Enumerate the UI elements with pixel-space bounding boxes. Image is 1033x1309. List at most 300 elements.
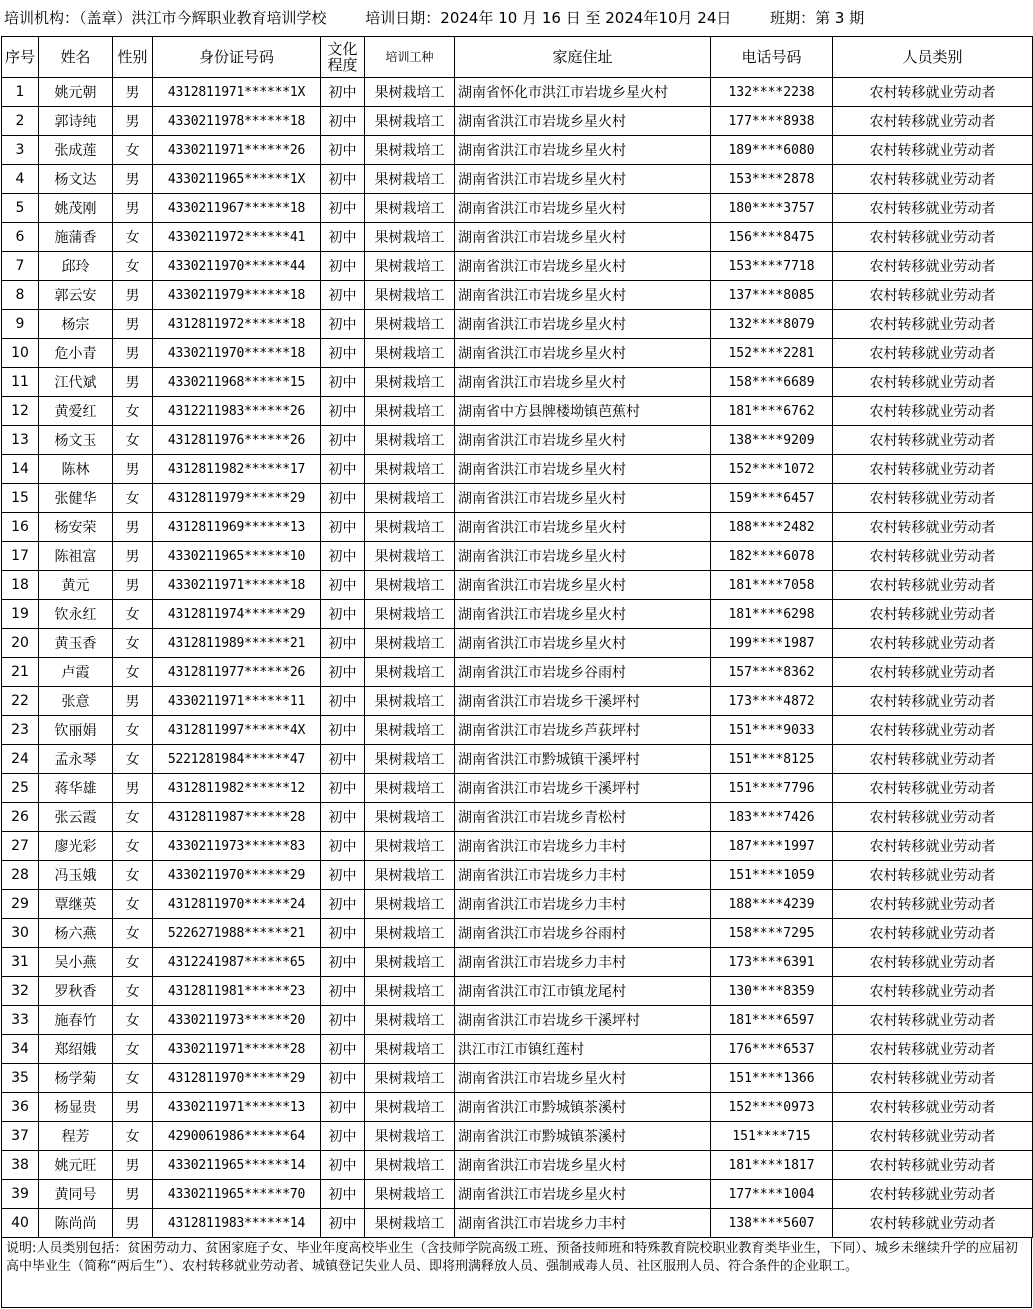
cell-phone: 151****8125 <box>711 745 833 774</box>
cell-trade: 果树栽培工 <box>365 310 455 339</box>
col-header-education: 文化程度 <box>321 37 365 78</box>
table-row <box>2 919 1033 948</box>
cell-index: 7 <box>2 252 39 281</box>
cell-address: 湖南省洪江市江市镇龙尾村 <box>455 977 711 1006</box>
cell-name: 郑绍娥 <box>39 1035 113 1064</box>
cell-phone: 151****7796 <box>711 774 833 803</box>
cell-address: 湖南省洪江市岩垅乡星火村 <box>455 571 711 600</box>
cell-gender: 女 <box>113 136 153 165</box>
cell-id: 4312811982******12 <box>153 774 321 803</box>
training-date: 培训日期：2024年 10 月 16 日 至 2024年10月 24日 <box>365 9 732 27</box>
table-row <box>2 1209 1033 1238</box>
cell-trade: 果树栽培工 <box>365 136 455 165</box>
cell-education: 初中 <box>321 397 365 426</box>
cell-address: 洪江市江市镇红莲村 <box>455 1035 711 1064</box>
cell-id: 4330211968******15 <box>153 368 321 397</box>
cell-education: 初中 <box>321 890 365 919</box>
cell-name: 陈祖富 <box>39 542 113 571</box>
cell-phone: 181****6298 <box>711 600 833 629</box>
cell-id: 5221281984******47 <box>153 745 321 774</box>
cell-index: 1 <box>2 78 39 107</box>
cell-phone: 173****4872 <box>711 687 833 716</box>
cell-name: 钦丽娟 <box>39 716 113 745</box>
cell-trade: 果树栽培工 <box>365 1209 455 1238</box>
cell-phone: 181****6597 <box>711 1006 833 1035</box>
cell-gender: 女 <box>113 861 153 890</box>
cell-id: 4312811970******24 <box>153 890 321 919</box>
cell-phone: 158****6689 <box>711 368 833 397</box>
cell-trade: 果树栽培工 <box>365 658 455 687</box>
cell-education: 初中 <box>321 252 365 281</box>
cell-phone: 151****1366 <box>711 1064 833 1093</box>
cell-phone: 158****7295 <box>711 919 833 948</box>
cell-index: 15 <box>2 484 39 513</box>
cell-category: 农村转移就业劳动者 <box>833 774 1033 803</box>
cell-category: 农村转移就业劳动者 <box>833 310 1033 339</box>
cell-name: 施蒲香 <box>39 223 113 252</box>
cell-trade: 果树栽培工 <box>365 542 455 571</box>
cell-index: 38 <box>2 1151 39 1180</box>
cell-id: 4330211971******11 <box>153 687 321 716</box>
cell-phone: 181****1817 <box>711 1151 833 1180</box>
cell-gender: 男 <box>113 542 153 571</box>
cell-index: 24 <box>2 745 39 774</box>
cell-address: 湖南省洪江市岩垅乡力丰村 <box>455 948 711 977</box>
cell-phone: 188****2482 <box>711 513 833 542</box>
cell-category: 农村转移就业劳动者 <box>833 832 1033 861</box>
cell-phone: 181****6762 <box>711 397 833 426</box>
class-period: 班期：第 3 期 <box>770 9 865 27</box>
cell-trade: 果树栽培工 <box>365 803 455 832</box>
cell-education: 初中 <box>321 861 365 890</box>
table-row <box>2 1064 1033 1093</box>
cell-education: 初中 <box>321 919 365 948</box>
cell-trade: 果树栽培工 <box>365 600 455 629</box>
cell-education: 初中 <box>321 136 365 165</box>
table-row <box>2 774 1033 803</box>
cell-name: 蒋华雄 <box>39 774 113 803</box>
cell-name: 黄同号 <box>39 1180 113 1209</box>
cell-name: 江代斌 <box>39 368 113 397</box>
cell-address: 湖南省洪江市岩垅乡星火村 <box>455 629 711 658</box>
col-header-gender: 性别 <box>113 37 153 78</box>
col-header-id: 身份证号码 <box>153 37 321 78</box>
cell-address: 湖南省洪江市岩垅乡干溪坪村 <box>455 1006 711 1035</box>
cell-address: 湖南省洪江市岩垅乡星火村 <box>455 136 711 165</box>
footnote: 说明:人员类别包括：贫困劳动力、贫困家庭子女、毕业年度高校毕业生（含技师学院高级工班、预备技师班和特殊教育院校职业教育类毕业生，下同）、城乡未继续升学的应届初高中毕业生（简称“两后生”）、农村转移就业劳动者、城镇登记失业人员、即将刑满释放人员、强制戒毒人员、社区服刑人员、符合条件的企业职工。 <box>1 1238 1032 1308</box>
cell-index: 25 <box>2 774 39 803</box>
cell-address: 湖南省洪江市岩垅乡星火村 <box>455 455 711 484</box>
cell-trade: 果树栽培工 <box>365 1006 455 1035</box>
cell-address: 湖南省洪江市岩垅乡星火村 <box>455 1064 711 1093</box>
cell-index: 11 <box>2 368 39 397</box>
cell-index: 6 <box>2 223 39 252</box>
cell-education: 初中 <box>321 1209 365 1238</box>
cell-category: 农村转移就业劳动者 <box>833 658 1033 687</box>
table-row <box>2 252 1033 281</box>
table-row <box>2 1180 1033 1209</box>
cell-trade: 果树栽培工 <box>365 281 455 310</box>
cell-name: 卢霞 <box>39 658 113 687</box>
cell-id: 4330211970******44 <box>153 252 321 281</box>
cell-address: 湖南省洪江市岩垅乡星火村 <box>455 194 711 223</box>
cell-trade: 果树栽培工 <box>365 513 455 542</box>
cell-address: 湖南省洪江市岩垅乡力丰村 <box>455 1209 711 1238</box>
cell-id: 4290061986******64 <box>153 1122 321 1151</box>
cell-gender: 男 <box>113 1151 153 1180</box>
cell-name: 张云霞 <box>39 803 113 832</box>
cell-trade: 果树栽培工 <box>365 78 455 107</box>
cell-address: 湖南省洪江市岩垅乡星火村 <box>455 339 711 368</box>
cell-trade: 果树栽培工 <box>365 1093 455 1122</box>
cell-address: 湖南省洪江市岩垅乡星火村 <box>455 600 711 629</box>
cell-address: 湖南省洪江市岩垅乡星火村 <box>455 107 711 136</box>
cell-address: 湖南省洪江市黔城镇茶溪村 <box>455 1122 711 1151</box>
table-row <box>2 1122 1033 1151</box>
table-row <box>2 281 1033 310</box>
cell-name: 姚元朝 <box>39 78 113 107</box>
cell-index: 31 <box>2 948 39 977</box>
table-row <box>2 1006 1033 1035</box>
cell-trade: 果树栽培工 <box>365 832 455 861</box>
table-row <box>2 426 1033 455</box>
cell-category: 农村转移就业劳动者 <box>833 542 1033 571</box>
cell-phone: 152****2281 <box>711 339 833 368</box>
cell-category: 农村转移就业劳动者 <box>833 223 1033 252</box>
cell-address: 湖南省洪江市岩垅乡星火村 <box>455 310 711 339</box>
cell-phone: 152****0973 <box>711 1093 833 1122</box>
cell-name: 郭诗纯 <box>39 107 113 136</box>
cell-gender: 男 <box>113 774 153 803</box>
table-row <box>2 1035 1033 1064</box>
table-row <box>2 223 1033 252</box>
cell-phone: 153****2878 <box>711 165 833 194</box>
cell-id: 4330211971******26 <box>153 136 321 165</box>
table-row <box>2 861 1033 890</box>
table-row <box>2 194 1033 223</box>
cell-address: 湖南省洪江市岩垅乡芦荻坪村 <box>455 716 711 745</box>
table-row <box>2 600 1033 629</box>
cell-index: 32 <box>2 977 39 1006</box>
cell-name: 陈林 <box>39 455 113 484</box>
cell-trade: 果树栽培工 <box>365 368 455 397</box>
cell-phone: 151****9033 <box>711 716 833 745</box>
trainee-table <box>1 36 1033 1238</box>
cell-index: 40 <box>2 1209 39 1238</box>
cell-index: 17 <box>2 542 39 571</box>
cell-index: 14 <box>2 455 39 484</box>
cell-index: 22 <box>2 687 39 716</box>
cell-name: 施春竹 <box>39 1006 113 1035</box>
cell-education: 初中 <box>321 774 365 803</box>
cell-id: 4312811983******14 <box>153 1209 321 1238</box>
cell-phone: 137****8085 <box>711 281 833 310</box>
cell-id: 4330211970******18 <box>153 339 321 368</box>
cell-id: 4312811970******29 <box>153 1064 321 1093</box>
cell-phone: 182****6078 <box>711 542 833 571</box>
cell-trade: 果树栽培工 <box>365 165 455 194</box>
col-header-category: 人员类别 <box>833 37 1033 78</box>
cell-address: 湖南省洪江市岩垅乡干溪坪村 <box>455 687 711 716</box>
cell-name: 黄元 <box>39 571 113 600</box>
cell-index: 23 <box>2 716 39 745</box>
cell-index: 39 <box>2 1180 39 1209</box>
cell-education: 初中 <box>321 426 365 455</box>
cell-gender: 女 <box>113 977 153 1006</box>
cell-category: 农村转移就业劳动者 <box>833 1151 1033 1180</box>
cell-gender: 男 <box>113 107 153 136</box>
cell-phone: 130****8359 <box>711 977 833 1006</box>
cell-address: 湖南省洪江市岩垅乡谷雨村 <box>455 658 711 687</box>
table-header-row <box>2 37 1033 78</box>
cell-name: 廖光彩 <box>39 832 113 861</box>
cell-id: 5226271988******21 <box>153 919 321 948</box>
cell-category: 农村转移就业劳动者 <box>833 1093 1033 1122</box>
col-header-trade: 培训工种 <box>365 37 455 78</box>
cell-education: 初中 <box>321 745 365 774</box>
cell-id: 4312211983******26 <box>153 397 321 426</box>
cell-trade: 果树栽培工 <box>365 339 455 368</box>
cell-name: 钦永红 <box>39 600 113 629</box>
cell-id: 4330211967******18 <box>153 194 321 223</box>
cell-phone: 177****8938 <box>711 107 833 136</box>
cell-address: 湖南省洪江市岩垅乡星火村 <box>455 165 711 194</box>
cell-name: 张意 <box>39 687 113 716</box>
cell-id: 4330211965******10 <box>153 542 321 571</box>
cell-education: 初中 <box>321 1122 365 1151</box>
cell-category: 农村转移就业劳动者 <box>833 919 1033 948</box>
table-row <box>2 629 1033 658</box>
cell-gender: 女 <box>113 803 153 832</box>
cell-category: 农村转移就业劳动者 <box>833 136 1033 165</box>
cell-education: 初中 <box>321 716 365 745</box>
cell-education: 初中 <box>321 977 365 1006</box>
cell-category: 农村转移就业劳动者 <box>833 629 1033 658</box>
cell-id: 4330211970******29 <box>153 861 321 890</box>
cell-index: 21 <box>2 658 39 687</box>
cell-name: 张成莲 <box>39 136 113 165</box>
table-row <box>2 1093 1033 1122</box>
cell-gender: 女 <box>113 1035 153 1064</box>
table-row <box>2 977 1033 1006</box>
cell-phone: 156****8475 <box>711 223 833 252</box>
cell-trade: 果树栽培工 <box>365 1064 455 1093</box>
cell-gender: 女 <box>113 890 153 919</box>
cell-phone: 151****715 <box>711 1122 833 1151</box>
cell-trade: 果树栽培工 <box>365 629 455 658</box>
cell-index: 28 <box>2 861 39 890</box>
cell-id: 4330211965******70 <box>153 1180 321 1209</box>
cell-category: 农村转移就业劳动者 <box>833 513 1033 542</box>
cell-category: 农村转移就业劳动者 <box>833 78 1033 107</box>
cell-trade: 果树栽培工 <box>365 687 455 716</box>
cell-education: 初中 <box>321 1035 365 1064</box>
cell-index: 10 <box>2 339 39 368</box>
table-row <box>2 397 1033 426</box>
cell-trade: 果树栽培工 <box>365 455 455 484</box>
cell-education: 初中 <box>321 1006 365 1035</box>
cell-trade: 果树栽培工 <box>365 1151 455 1180</box>
cell-gender: 男 <box>113 1180 153 1209</box>
cell-address: 湖南省洪江市岩垅乡星火村 <box>455 368 711 397</box>
cell-name: 吴小燕 <box>39 948 113 977</box>
cell-trade: 果树栽培工 <box>365 107 455 136</box>
table-row <box>2 165 1033 194</box>
cell-phone: 157****8362 <box>711 658 833 687</box>
cell-education: 初中 <box>321 78 365 107</box>
cell-name: 危小青 <box>39 339 113 368</box>
cell-name: 杨文达 <box>39 165 113 194</box>
cell-trade: 果树栽培工 <box>365 774 455 803</box>
cell-education: 初中 <box>321 948 365 977</box>
cell-gender: 女 <box>113 397 153 426</box>
cell-phone: 183****7426 <box>711 803 833 832</box>
cell-index: 36 <box>2 1093 39 1122</box>
cell-gender: 男 <box>113 165 153 194</box>
cell-category: 农村转移就业劳动者 <box>833 368 1033 397</box>
table-row <box>2 687 1033 716</box>
table-row <box>2 107 1033 136</box>
cell-id: 4312811987******28 <box>153 803 321 832</box>
cell-category: 农村转移就业劳动者 <box>833 1006 1033 1035</box>
cell-id: 4312811982******17 <box>153 455 321 484</box>
cell-phone: 181****7058 <box>711 571 833 600</box>
cell-category: 农村转移就业劳动者 <box>833 803 1033 832</box>
cell-name: 冯玉娥 <box>39 861 113 890</box>
cell-category: 农村转移就业劳动者 <box>833 948 1033 977</box>
cell-name: 杨安荣 <box>39 513 113 542</box>
cell-education: 初中 <box>321 803 365 832</box>
cell-index: 37 <box>2 1122 39 1151</box>
table-row <box>2 832 1033 861</box>
cell-education: 初中 <box>321 542 365 571</box>
cell-name: 郭云安 <box>39 281 113 310</box>
cell-phone: 177****1004 <box>711 1180 833 1209</box>
cell-category: 农村转移就业劳动者 <box>833 1064 1033 1093</box>
cell-index: 35 <box>2 1064 39 1093</box>
cell-id: 4330211971******18 <box>153 571 321 600</box>
cell-category: 农村转移就业劳动者 <box>833 194 1033 223</box>
table-row <box>2 513 1033 542</box>
table-row <box>2 571 1033 600</box>
cell-address: 湖南省怀化市洪江市岩垅乡星火村 <box>455 78 711 107</box>
cell-category: 农村转移就业劳动者 <box>833 484 1033 513</box>
cell-category: 农村转移就业劳动者 <box>833 600 1033 629</box>
table-row <box>2 484 1033 513</box>
cell-education: 初中 <box>321 281 365 310</box>
cell-category: 农村转移就业劳动者 <box>833 397 1033 426</box>
cell-trade: 果树栽培工 <box>365 571 455 600</box>
cell-index: 20 <box>2 629 39 658</box>
cell-phone: 173****6391 <box>711 948 833 977</box>
cell-index: 26 <box>2 803 39 832</box>
cell-id: 4312811981******23 <box>153 977 321 1006</box>
cell-gender: 女 <box>113 1064 153 1093</box>
cell-trade: 果树栽培工 <box>365 716 455 745</box>
cell-address: 湖南省洪江市岩垅乡星火村 <box>455 542 711 571</box>
cell-address: 湖南省洪江市岩垅乡星火村 <box>455 281 711 310</box>
cell-category: 农村转移就业劳动者 <box>833 426 1033 455</box>
cell-category: 农村转移就业劳动者 <box>833 977 1033 1006</box>
cell-id: 4330211973******20 <box>153 1006 321 1035</box>
cell-address: 湖南省中方县牌楼坳镇芭蕉村 <box>455 397 711 426</box>
cell-id: 4330211972******41 <box>153 223 321 252</box>
cell-name: 程芳 <box>39 1122 113 1151</box>
cell-gender: 女 <box>113 1006 153 1035</box>
cell-category: 农村转移就业劳动者 <box>833 252 1033 281</box>
cell-id: 4330211978******18 <box>153 107 321 136</box>
cell-category: 农村转移就业劳动者 <box>833 455 1033 484</box>
cell-gender: 女 <box>113 426 153 455</box>
cell-id: 4330211979******18 <box>153 281 321 310</box>
cell-gender: 男 <box>113 368 153 397</box>
cell-phone: 159****6457 <box>711 484 833 513</box>
col-header-address: 家庭住址 <box>455 37 711 78</box>
cell-education: 初中 <box>321 484 365 513</box>
cell-index: 9 <box>2 310 39 339</box>
cell-gender: 男 <box>113 281 153 310</box>
cell-phone: 153****7718 <box>711 252 833 281</box>
cell-education: 初中 <box>321 1064 365 1093</box>
cell-category: 农村转移就业劳动者 <box>833 1122 1033 1151</box>
col-header-index: 序号 <box>2 37 39 78</box>
cell-education: 初中 <box>321 658 365 687</box>
cell-index: 19 <box>2 600 39 629</box>
cell-index: 16 <box>2 513 39 542</box>
cell-phone: 176****6537 <box>711 1035 833 1064</box>
cell-index: 33 <box>2 1006 39 1035</box>
table-row <box>2 1151 1033 1180</box>
cell-name: 姚茂刚 <box>39 194 113 223</box>
cell-gender: 男 <box>113 1209 153 1238</box>
cell-phone: 138****5607 <box>711 1209 833 1238</box>
cell-id: 4312811977******26 <box>153 658 321 687</box>
cell-index: 5 <box>2 194 39 223</box>
roster-header <box>0 0 1033 36</box>
cell-index: 18 <box>2 571 39 600</box>
cell-address: 湖南省洪江市岩垅乡青松村 <box>455 803 711 832</box>
cell-gender: 男 <box>113 571 153 600</box>
cell-trade: 果树栽培工 <box>365 223 455 252</box>
cell-gender: 女 <box>113 832 153 861</box>
table-row <box>2 136 1033 165</box>
cell-gender: 女 <box>113 223 153 252</box>
table-row <box>2 890 1033 919</box>
cell-address: 湖南省洪江市岩垅乡力丰村 <box>455 890 711 919</box>
table-row <box>2 455 1033 484</box>
cell-category: 农村转移就业劳动者 <box>833 687 1033 716</box>
cell-address: 湖南省洪江市岩垅乡星火村 <box>455 426 711 455</box>
cell-trade: 果树栽培工 <box>365 194 455 223</box>
cell-education: 初中 <box>321 832 365 861</box>
cell-education: 初中 <box>321 455 365 484</box>
cell-trade: 果树栽培工 <box>365 890 455 919</box>
table-row <box>2 339 1033 368</box>
cell-id: 4312811976******26 <box>153 426 321 455</box>
cell-category: 农村转移就业劳动者 <box>833 745 1033 774</box>
cell-phone: 189****6080 <box>711 136 833 165</box>
cell-name: 杨学菊 <box>39 1064 113 1093</box>
cell-gender: 男 <box>113 310 153 339</box>
cell-gender: 女 <box>113 658 153 687</box>
cell-category: 农村转移就业劳动者 <box>833 281 1033 310</box>
cell-name: 杨宗 <box>39 310 113 339</box>
cell-gender: 男 <box>113 455 153 484</box>
cell-gender: 女 <box>113 629 153 658</box>
table-row <box>2 78 1033 107</box>
cell-name: 姚元旺 <box>39 1151 113 1180</box>
cell-index: 13 <box>2 426 39 455</box>
